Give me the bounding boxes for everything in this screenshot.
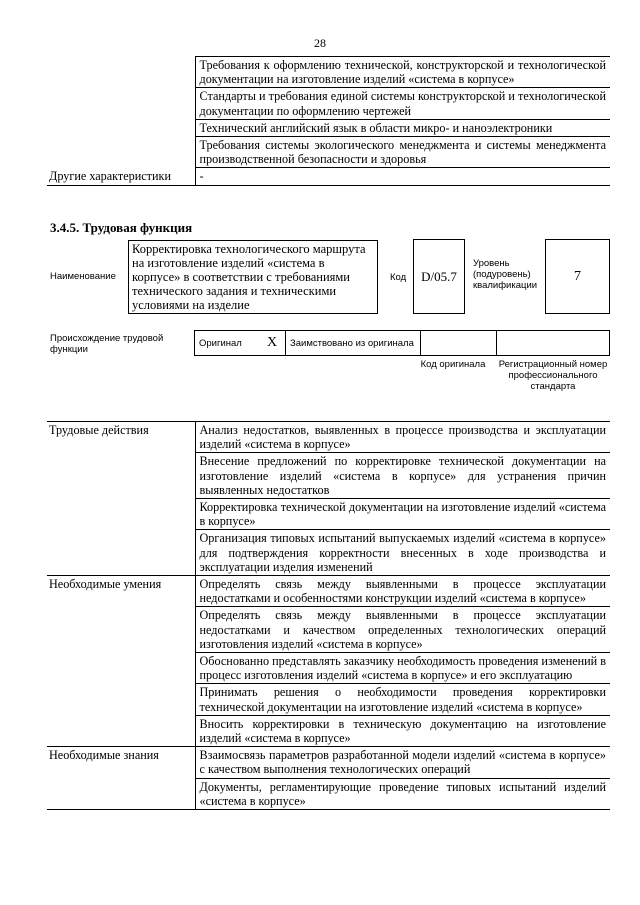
section-label: Трудовые действия: [47, 422, 195, 576]
table-row: [47, 168, 610, 185]
section-item: Анализ недостатков, выявленных в процессе производства и эксплуатации изделий «система в корпусе»: [195, 422, 610, 453]
labor-function-table: [47, 421, 610, 810]
row-content: Технический английский язык в области микро- и наноэлектроники: [195, 119, 610, 136]
section-item: Документы, регламентирующие проведение типовых испытаний изделий «система в корпусе»: [195, 778, 610, 809]
table-row: [47, 422, 610, 453]
requirements-table: [47, 56, 610, 186]
section-item: Принимать решения о необходимости проведения корректировки технической документации на изготовление изделий «система в корпусе»: [195, 684, 610, 715]
section-item: Определять связь между выявленными в процессе эксплуатации недостатками и особенностями конструкции изделий «система в корпусе»: [195, 576, 610, 607]
origin-label: Происхождение трудовой функции: [50, 333, 164, 355]
code-original-label: Код оригинала: [420, 359, 486, 370]
row-label: [47, 137, 195, 168]
table-row: [47, 88, 610, 119]
section-item: Внесение предложений по корректировке технической документации на изготовление изделий «система в корпусе» для устранения причин выявленных недостатков: [195, 453, 610, 499]
row-label: Другие характеристики: [47, 168, 195, 185]
original-mark: X: [263, 331, 286, 356]
table-row: [47, 747, 610, 778]
reg-number-cell: [497, 331, 610, 356]
row-content: Стандарты и требования единой системы конструкторской и технологической документации по оформлению чертежей: [195, 88, 610, 119]
section-title: 3.4.5. Трудовая функция: [50, 220, 193, 235]
section-item: Взаимосвязь параметров разработанной модели изделий «система в корпусе» с качеством выполнения технологических операций: [195, 747, 610, 778]
row-label: [47, 119, 195, 136]
section-item: Определять связь между выявленными в процессе эксплуатации недостатками и качеством определенных технологических операций изготовления изделий «система в корпусе»: [195, 607, 610, 653]
code-box: [413, 239, 465, 314]
code-original-cell: [421, 331, 497, 356]
page-number: 28: [314, 36, 326, 50]
section-item: Организация типовых испытаний выпускаемых изделий «система в корпусе» для подтверждения корректности внесенных в ходе производства и эксплуатации изделия изменений: [195, 530, 610, 576]
section-label: Необходимые умения: [47, 576, 195, 747]
table-row: [47, 119, 610, 136]
row-label: [47, 57, 195, 88]
table-row: [47, 57, 610, 88]
row-content: Требования к оформлению технической, конструкторской и технологической документации на изготовление изделий «система в корпусе»: [195, 57, 610, 88]
section-item: Обоснованно представлять заказчику необходимость проведения изменений в процесс изготовления изделий «система в корпусе» и его эксплуатацию: [195, 653, 610, 684]
level-label: Уровень (подуровень) квалификации: [473, 258, 538, 291]
reg-number-label: Регистрационный номер профессионального стандарта: [498, 359, 608, 392]
table-row: [47, 576, 610, 607]
level-value: 7: [574, 269, 581, 284]
row-content: -: [195, 168, 610, 185]
section-label: Необходимые знания: [47, 747, 195, 810]
original-label: Оригинал: [195, 331, 264, 356]
row-label: [47, 88, 195, 119]
origin-table: [194, 330, 610, 356]
level-box: [545, 239, 610, 314]
name-label: Наименование: [50, 271, 116, 282]
function-name-box: [128, 240, 378, 314]
function-name: Корректировка технологического маршрута на изготовление изделий «система в корпусе» в соответствии с требованиями технического задания и техническими условиями на изделие: [132, 242, 366, 312]
section-item: Корректировка технической документации на изготовление изделий «система в корпусе»: [195, 499, 610, 530]
code-label: Код: [390, 272, 407, 283]
table-row: [47, 137, 610, 168]
code-value: D/05.7: [421, 269, 457, 284]
section-item: Вносить корректировки в техническую документацию на изготовление изделий «система в корпусе»: [195, 715, 610, 746]
row-content: Требования системы экологического менеджмента и системы менеджмента производственной безопасности и здоровья: [195, 137, 610, 168]
borrowed-label: Заимствовано из оригинала: [286, 331, 421, 356]
